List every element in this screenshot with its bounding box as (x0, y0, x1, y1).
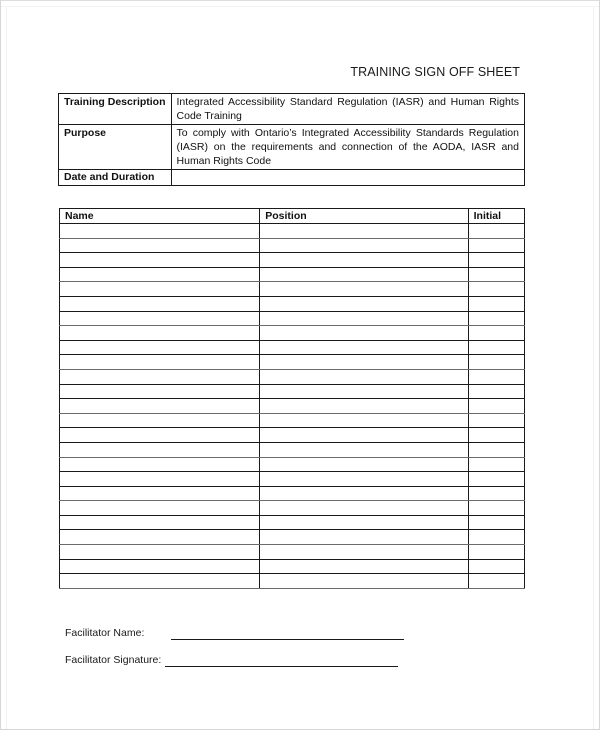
position-cell[interactable] (260, 282, 468, 297)
table-row (60, 457, 525, 472)
position-cell[interactable] (260, 515, 468, 530)
table-row (60, 340, 525, 355)
sign-off-header-row (60, 209, 525, 224)
name-cell[interactable] (60, 486, 260, 501)
table-row (60, 442, 525, 457)
table-row (60, 472, 525, 487)
facilitator-name-row (65, 627, 144, 639)
training-info-table (58, 93, 525, 186)
name-cell[interactable] (60, 501, 260, 516)
page-edge (1, 6, 599, 7)
sign-off-table (59, 208, 525, 589)
column-header-position: Position (260, 209, 468, 224)
column-header-initial: Initial (468, 209, 524, 224)
table-row (60, 545, 525, 560)
initial-cell[interactable] (468, 515, 524, 530)
name-cell[interactable] (60, 224, 260, 239)
name-cell[interactable] (60, 472, 260, 487)
info-label: Date and Duration (59, 170, 172, 186)
name-cell[interactable] (60, 457, 260, 472)
name-cell[interactable] (60, 282, 260, 297)
initial-cell[interactable] (468, 224, 524, 239)
table-row (60, 515, 525, 530)
initial-cell[interactable] (468, 384, 524, 399)
position-cell[interactable] (260, 384, 468, 399)
initial-cell[interactable] (468, 282, 524, 297)
initial-cell[interactable] (468, 399, 524, 414)
initial-cell[interactable] (468, 574, 524, 589)
position-cell[interactable] (260, 224, 468, 239)
training-description-value[interactable]: Integrated Accessibility Standard Regulation (IASR) and Human Rights Code Training (171, 94, 524, 125)
name-cell[interactable] (60, 253, 260, 268)
position-cell[interactable] (260, 574, 468, 589)
name-cell[interactable] (60, 340, 260, 355)
name-cell[interactable] (60, 355, 260, 370)
name-cell[interactable] (60, 515, 260, 530)
position-cell[interactable] (260, 501, 468, 516)
table-row (60, 428, 525, 443)
info-row-purpose (59, 125, 525, 170)
table-row (60, 530, 525, 545)
initial-cell[interactable] (468, 442, 524, 457)
table-row (60, 267, 525, 282)
info-label: Training Description (59, 94, 172, 125)
facilitator-name-field[interactable] (171, 639, 404, 640)
position-cell[interactable] (260, 545, 468, 560)
name-cell[interactable] (60, 238, 260, 253)
name-cell[interactable] (60, 399, 260, 414)
table-row (60, 384, 525, 399)
page-edge (593, 7, 594, 729)
initial-cell[interactable] (468, 253, 524, 268)
initial-cell[interactable] (468, 559, 524, 574)
table-row (60, 399, 525, 414)
facilitator-name-label: Facilitator Name: (65, 627, 145, 639)
name-cell[interactable] (60, 369, 260, 384)
table-row (60, 224, 525, 239)
position-cell[interactable] (260, 399, 468, 414)
position-cell[interactable] (260, 472, 468, 487)
position-cell[interactable] (260, 340, 468, 355)
name-cell[interactable] (60, 296, 260, 311)
position-cell[interactable] (260, 326, 468, 341)
position-cell[interactable] (260, 253, 468, 268)
initial-cell[interactable] (468, 428, 524, 443)
position-cell[interactable] (260, 355, 468, 370)
table-row (60, 355, 525, 370)
date-duration-field[interactable] (171, 170, 524, 186)
name-cell[interactable] (60, 559, 260, 574)
name-cell[interactable] (60, 326, 260, 341)
initial-cell[interactable] (468, 457, 524, 472)
purpose-value[interactable]: To comply with Ontario’s Integrated Accessibility Standards Regulation (IASR) on the requirements and connection of the AODA, IASR and Human Rights Code (171, 125, 524, 170)
position-cell[interactable] (260, 296, 468, 311)
table-row (60, 486, 525, 501)
position-cell[interactable] (260, 369, 468, 384)
table-row (60, 253, 525, 268)
facilitator-signature-label: Facilitator Signature: (65, 654, 162, 666)
column-header-name: Name (60, 209, 260, 224)
position-cell[interactable] (260, 486, 468, 501)
position-cell[interactable] (260, 442, 468, 457)
name-cell[interactable] (60, 530, 260, 545)
initial-cell[interactable] (468, 238, 524, 253)
table-row (60, 296, 525, 311)
info-row-date-duration (59, 170, 525, 186)
initial-cell[interactable] (468, 267, 524, 282)
table-row (60, 311, 525, 326)
name-cell[interactable] (60, 311, 260, 326)
initial-cell[interactable] (468, 545, 524, 560)
initial-cell[interactable] (468, 472, 524, 487)
page-edge (6, 7, 7, 729)
table-row (60, 369, 525, 384)
initial-cell[interactable] (468, 355, 524, 370)
position-cell[interactable] (260, 238, 468, 253)
table-row (60, 282, 525, 297)
name-cell[interactable] (60, 428, 260, 443)
facilitator-signature-field[interactable] (165, 666, 398, 667)
position-cell[interactable] (260, 428, 468, 443)
facilitator-signature-row (65, 654, 161, 666)
initial-cell[interactable] (468, 296, 524, 311)
name-cell[interactable] (60, 413, 260, 428)
sign-off-rows (60, 224, 525, 589)
initial-cell[interactable] (468, 501, 524, 516)
table-row (60, 238, 525, 253)
initial-cell[interactable] (468, 530, 524, 545)
initial-cell[interactable] (468, 340, 524, 355)
position-cell[interactable] (260, 267, 468, 282)
position-cell[interactable] (260, 559, 468, 574)
name-cell[interactable] (60, 384, 260, 399)
table-row (60, 326, 525, 341)
initial-cell[interactable] (468, 369, 524, 384)
name-cell[interactable] (60, 267, 260, 282)
document-title: TRAINING SIGN OFF SHEET (350, 65, 520, 79)
info-label: Purpose (59, 125, 172, 170)
name-cell[interactable] (60, 442, 260, 457)
initial-cell[interactable] (468, 326, 524, 341)
table-row (60, 559, 525, 574)
position-cell[interactable] (260, 457, 468, 472)
table-row (60, 501, 525, 516)
initial-cell[interactable] (468, 413, 524, 428)
position-cell[interactable] (260, 311, 468, 326)
initial-cell[interactable] (468, 486, 524, 501)
position-cell[interactable] (260, 413, 468, 428)
name-cell[interactable] (60, 545, 260, 560)
table-row (60, 413, 525, 428)
info-row-training-description (59, 94, 525, 125)
initial-cell[interactable] (468, 311, 524, 326)
position-cell[interactable] (260, 530, 468, 545)
name-cell[interactable] (60, 574, 260, 589)
table-row (60, 574, 525, 589)
